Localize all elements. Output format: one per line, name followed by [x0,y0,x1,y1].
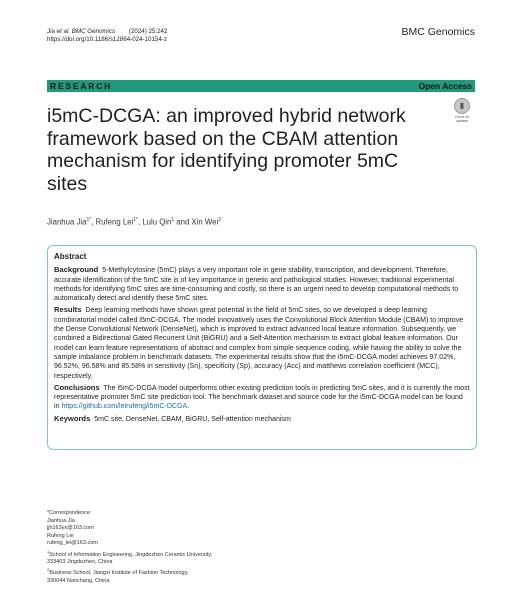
affiliation-1 [47,548,212,559]
section-label: RESEARCH [50,81,113,91]
author-separator: and [174,217,192,227]
affiliation-2 [47,566,212,577]
background-label: Background [54,265,99,275]
keywords-text: 5mC site, DenseNet, CBAM, BiGRU, Self-attention mechanism [94,415,291,423]
abstract-box [47,245,477,450]
results-text: Deep learning methods have shown great potential in the field of 5mC sites, so we developed a deep learning combinatorial model called i5mC-DCGA. The model innovatively uses the Convolutional Block Attention Module (CBAM) to improve the Dense Convolutional Network (DenseNet), which is improved to extract advanced local feature information. Subsequently, we combined a Bidirectional Gated Recurrent Unit (BiGRU) and a Self-Attention mechanism to extract global feature information. Our model can learn feature representations of abstract and complex from simple sequence coding, while having the ability to solve the sample imbalance problem in benchmark datasets. The experimental results show that the i5mC-DCGA model achieves 97.02%, 96.52%, 96.58% and 85.58% in sensitivity (Sn), specificity (Sp), accuracy (Acc) and matthews correlation coefficient (MCC), respectively. [54,307,464,380]
author-name[interactable]: Rufeng Lei [95,217,134,227]
citation-line [47,28,167,36]
citation-authors: Jia et al. [47,28,71,35]
conclusions-label: Conclusions [54,382,100,392]
citation-year-issue: (2024) 25:242 [128,28,168,35]
author-name[interactable]: Xin Wei [191,217,219,227]
conclusions-end: . [187,403,190,411]
abstract-results [54,305,470,380]
keywords-label: Keywords [54,413,91,423]
author-name[interactable]: Jianhua Jia [47,217,87,227]
author-separator: , [137,217,143,227]
section-banner [47,80,475,92]
corresponding-author-2: Rufeng Lei [47,532,74,539]
author-list [47,217,221,227]
open-access-label: Open Access [418,81,472,91]
journal-name: BMC Genomics [401,26,475,38]
correspondence-label: *Correspondence: [47,510,92,516]
bookmark-icon: ▮ [454,98,470,114]
article-title: i5mC-DCGA: an improved hybrid network framework based on the CBAM attention mechanism for identifying promoter 5mC sites [47,105,406,195]
author-affiliation-mark: 2 [218,217,222,223]
conclusions-text: The i5mC-DCGA model outperforms other existing prediction tools in predicting 5mC sites, and it is currently the most representative promoter 5mC site prediction tool. The benchmark dataset and source code for the i5mC-DCGA model can be found in [54,384,470,411]
affiliation-1-line1: School of Information Engineering, Jingdezhen Ceramic University, [49,551,213,558]
author-name[interactable]: Lulu Qin [142,217,172,227]
abstract-keywords [54,414,470,424]
citation-journal: BMC Genomics [71,28,116,35]
citation-block [47,28,167,44]
footnotes [47,510,212,585]
background-text: 5-Methylcytosine (5mC) plays a very important role in gene stability, transcription, and development. Therefore, accurate identification of the 5mC site is of key importance in genetic and pathological studies. However, traditional experimental methods for identifying 5mC sites are time-consuming and costly, so there is an urgent need to develop computational methods to automatically detect and identify these 5mC sites. [54,267,459,303]
author-affiliation-mark: 1* [86,217,92,223]
author-separator: , [91,217,96,227]
abstract-conclusions [54,383,470,412]
abstract-background [54,265,470,303]
author-affiliation-mark: 1 [171,217,175,223]
abstract-heading: Abstract [54,252,87,261]
affiliation-2-mark: 2 [47,567,50,573]
doi-link[interactable]: https://doi.org/10.1186/s12864-024-10154-z [47,36,167,43]
email-1[interactable]: jjh163yx@163.com [47,525,94,531]
results-label: Results [54,305,82,315]
author-affiliation-mark: 1* [133,217,138,223]
source-code-link[interactable]: https://github.com/leirufeng/i5mC-DCGA [61,403,188,411]
badge-text: Check for updates [454,115,470,123]
affiliation-1-line2: 333403 Jingdezhen, China [47,558,113,565]
affiliation-2-line1: Business School, Jiangxi Institute of Fashion Technology, [49,570,189,577]
affiliation-2-line2: 330044 Nanchang, China [47,577,110,584]
email-2[interactable]: rufeng_lei@163.com [47,540,98,546]
check-for-updates-badge[interactable] [451,98,473,124]
affiliation-1-mark: 1 [47,548,50,554]
corresponding-author-1: Jianhua Jia [47,517,75,524]
